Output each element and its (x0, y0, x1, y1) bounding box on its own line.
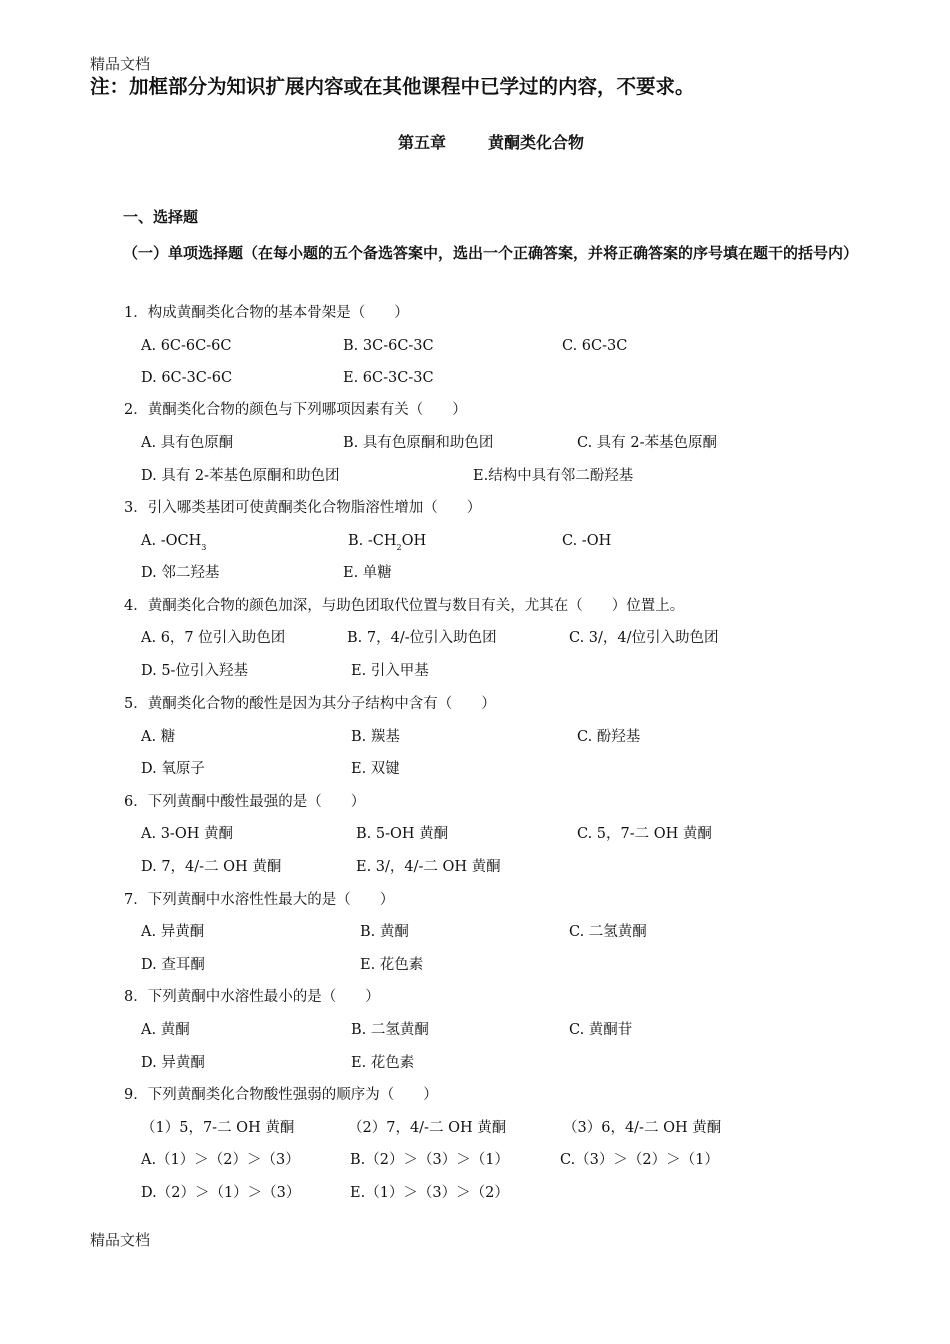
question-stem: 7．下列黄酮中水溶性性最大的是（ ） (124, 892, 395, 908)
page-header: 精品文档 (90, 55, 151, 73)
option: E.（1）＞（3）＞（2） (350, 1185, 509, 1201)
option: A. 6，7 位引入助色团 (141, 630, 286, 646)
option: A. 具有色原酮 (141, 435, 234, 451)
option: D. 邻二羟基 (141, 565, 220, 581)
option: D. 氧原子 (141, 761, 205, 777)
option: E. 双键 (351, 761, 400, 777)
note-text: 注：加框部分为知识扩展内容或在其他课程中已学过的内容，不要求。 (90, 75, 695, 98)
question-stem: 5．黄酮类化合物的酸性是因为其分子结构中含有（ ） (124, 696, 496, 712)
option: C. 3/，4/位引入助色团 (569, 630, 719, 646)
question-stem: 2．黄酮类化合物的颜色与下列哪项因素有关（ ） (124, 402, 467, 418)
option: D. 6C-3C-6C (141, 370, 233, 386)
option: C. 酚羟基 (577, 729, 641, 745)
question-stem: 6．下列黄酮中酸性最强的是（ ） (124, 794, 366, 810)
chapter-heading (398, 130, 584, 153)
option: B. 羰基 (351, 729, 400, 745)
question-stem: 1．构成黄酮类化合物的基本骨架是（ ） (124, 305, 409, 321)
option: （3）6，4/-二 OH 黄酮 (563, 1120, 722, 1136)
option: C. -OH (562, 533, 612, 549)
section-heading: 一、选择题 (123, 208, 199, 226)
option: A. 黄酮 (141, 1022, 190, 1038)
chapter-title: 黄酮类化合物 (488, 133, 585, 152)
option: D. 异黄酮 (141, 1055, 205, 1071)
option: B. 黄酮 (360, 924, 409, 940)
option: A. 3-OH 黄酮 (141, 826, 233, 842)
option: B.（2）＞（3）＞（1） (350, 1152, 509, 1168)
option: B. 具有色原酮和助色团 (343, 435, 494, 451)
question-stem: 4．黄酮类化合物的颜色加深，与助色团取代位置与数目有关，尤其在（ ）位置上。 (124, 598, 685, 614)
instruction-text: （一）单项选择题（在每小题的五个备选答案中，选出一个正确答案，并将正确答案的序号填在题干的括号内） (123, 244, 859, 262)
option: E. 3/，4/-二 OH 黄酮 (356, 859, 501, 875)
page-footer: 精品文档 (90, 1231, 151, 1249)
option: B. 5-OH 黄酮 (356, 826, 449, 842)
option: E. 引入甲基 (351, 663, 429, 679)
option: A. $-OCH_3$ (141, 533, 207, 552)
option: （1）5，7-二 OH 黄酮 (141, 1120, 295, 1136)
option: E. 花色素 (360, 957, 424, 973)
option: A.（1）＞（2）＞（3） (141, 1152, 300, 1168)
question-stem: 9．下列黄酮类化合物酸性强弱的顺序为（ ） (124, 1087, 438, 1103)
option: D.（2）＞（1）＞（3） (141, 1185, 301, 1201)
option: B. 3C-6C-3C (343, 338, 434, 354)
option: D. 5-位引入羟基 (141, 663, 248, 679)
option: C. 6C-3C (562, 338, 628, 354)
option: B. 二氢黄酮 (351, 1022, 429, 1038)
option: D. 具有 2-苯基色原酮和助色团 (141, 468, 340, 484)
option: （2）7，4/-二 OH 黄酮 (348, 1120, 507, 1136)
option: E. 花色素 (351, 1055, 415, 1071)
option: E. 单糖 (343, 565, 392, 581)
option: C. 黄酮苷 (569, 1022, 633, 1038)
option: C.（3）＞（2）＞（1） (560, 1152, 719, 1168)
option: C. 5，7-二 OH 黄酮 (577, 826, 712, 842)
option: B. 7，4/-位引入助色团 (347, 630, 497, 646)
option: A. 6C-6C-6C (141, 338, 232, 354)
option: C. 具有 2-苯基色原酮 (577, 435, 718, 451)
question-stem: 3．引入哪类基团可使黄酮类化合物脂溶性增加（ ） (124, 500, 482, 516)
option: D. 7，4/-二 OH 黄酮 (141, 859, 282, 875)
option: E. 6C-3C-3C (343, 370, 434, 386)
question-stem: 8．下列黄酮中水溶性最小的是（ ） (124, 989, 380, 1005)
option: B. $-CH_2OH$ (348, 533, 427, 552)
chapter-number: 第五章 (398, 133, 447, 152)
option: A. 异黄酮 (141, 924, 205, 940)
option: C. 二氢黄酮 (569, 924, 647, 940)
option: E.结构中具有邻二酚羟基 (473, 468, 634, 484)
option: D. 查耳酮 (141, 957, 205, 973)
option: A. 糖 (141, 729, 176, 745)
